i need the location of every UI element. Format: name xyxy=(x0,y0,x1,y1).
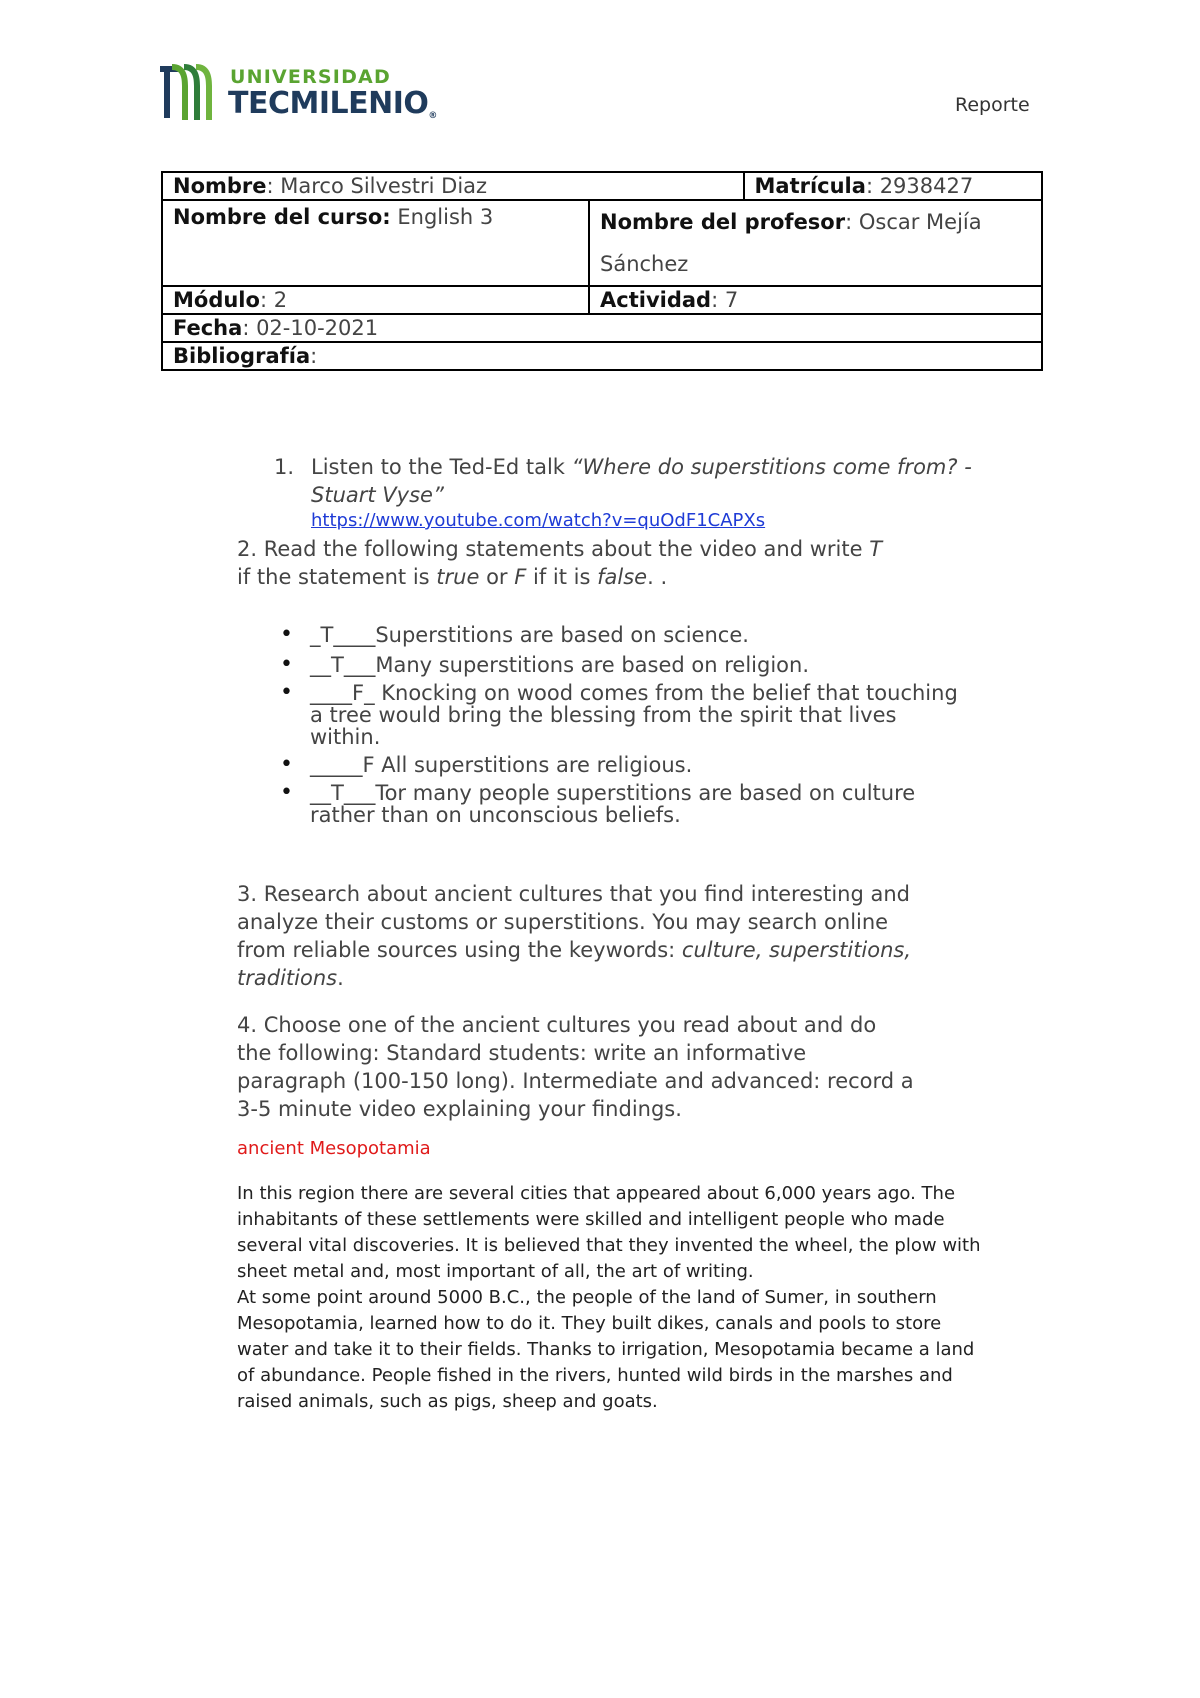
report-label: Reporte xyxy=(955,94,1030,116)
item3-text xyxy=(237,880,937,992)
profesor-label: Nombre del profesor xyxy=(600,210,846,234)
answer-title: ancient Mesopotamia xyxy=(237,1138,431,1159)
item3-end: . xyxy=(337,966,344,990)
registered-mark: ® xyxy=(428,111,437,121)
cell-bibliografia xyxy=(162,342,1042,370)
table-row xyxy=(162,286,1042,314)
actividad-value: : 7 xyxy=(711,288,739,312)
item3-number: 3. xyxy=(237,882,258,906)
list-item: • _T____Superstitions are based on science. xyxy=(280,624,960,646)
cell-profesor xyxy=(589,200,1042,286)
table-row xyxy=(162,342,1042,370)
modulo-value: : 2 xyxy=(259,288,288,312)
item4-number: 4. xyxy=(237,1013,258,1037)
profesor-value: : Oscar Mejía Sánchez xyxy=(600,210,982,276)
item1-title: “Where do superstitions come from? - Stuart Vyse” xyxy=(311,455,972,507)
item4-body: Choose one of the ancient cultures you read about and do the following: Standard students: write an informative paragraph (100-150 long). Intermediate and advanced: record a 3-5 minute video explaining your findings. xyxy=(237,1013,914,1121)
item2-number: 2. xyxy=(237,537,258,561)
item2-line2d: . . xyxy=(647,565,668,589)
item2-line1: Read the following statements about the video and write xyxy=(257,537,870,561)
fecha-value: : 02-10-2021 xyxy=(242,316,379,340)
item1-intro: Listen to the Ted-Ed talk xyxy=(311,455,572,479)
cell-curso xyxy=(162,200,589,286)
tecmilenio-emblem-icon xyxy=(158,62,222,124)
answer-paragraph xyxy=(237,1181,997,1415)
curso-label: Nombre del curso: xyxy=(173,205,391,229)
item2-text xyxy=(237,535,977,591)
curso-value: English 3 xyxy=(390,205,494,229)
table-row xyxy=(162,200,1042,286)
statements-list xyxy=(280,624,960,832)
list-item: • __T___Tor many people superstitions are based on culture rather than on unconscious beliefs. xyxy=(280,782,960,826)
modulo-label: Módulo xyxy=(173,288,260,312)
university-logo xyxy=(158,62,458,126)
logo-wordmark: TECMILENIO xyxy=(228,86,429,121)
item2-line2b: or xyxy=(479,565,515,589)
video-link[interactable]: https://www.youtube.com/watch?v=quOdF1CAPXs xyxy=(311,510,766,531)
item1-number: 1. xyxy=(274,455,295,479)
item2-line2c: if it is xyxy=(526,565,598,589)
item2-false: false xyxy=(597,565,648,589)
cell-matricula xyxy=(744,172,1043,200)
item3-keywords: culture, superstitions, traditions xyxy=(237,938,912,990)
cell-nombre xyxy=(162,172,744,200)
bibliografia-label: Bibliografía xyxy=(173,344,311,368)
table-row xyxy=(162,172,1042,200)
list-item: • _____F All superstitions are religious. xyxy=(280,754,960,776)
student-info-table xyxy=(161,171,1043,371)
item4-text xyxy=(237,1011,917,1123)
item2-t: T xyxy=(869,537,883,561)
item2-true: true xyxy=(436,565,480,589)
list-item: • __T___Many superstitions are based on religion. xyxy=(280,654,960,676)
matricula-value: : 2938427 xyxy=(865,174,974,198)
item2-line2a: if the statement is xyxy=(237,565,437,589)
nombre-value: : Marco Silvestri Diaz xyxy=(266,174,488,198)
matricula-label: Matrícula xyxy=(754,174,866,198)
logo-text-tecmilenio xyxy=(228,86,437,121)
answer-paragraph-1: In this region there are several cities that appeared about 6,000 years ago. The inhabitants of these settlements were skilled and intelligent people who made several vital discoveries. It is believed that they invented the wheel, the plow with sheet metal and, most important of all, the art of writing. xyxy=(237,1183,981,1282)
cell-modulo xyxy=(162,286,589,314)
logo-text-universidad: UNIVERSIDAD xyxy=(230,66,391,88)
nombre-label: Nombre xyxy=(173,174,267,198)
table-row xyxy=(162,314,1042,342)
cell-actividad xyxy=(589,286,1042,314)
answer-paragraph-2: At some point around 5000 B.C., the people of the land of Sumer, in southern Mesopotamia, learned how to do it. They built dikes, canals and pools to store water and take it to their fields. Thanks to irrigation, Mesopotamia became a land of abundance. People fished in the rivers, hunted wild birds in the marshes and raised animals, such as pigs, sheep and goats. xyxy=(237,1287,975,1412)
cell-fecha xyxy=(162,314,1042,342)
list-item: • ____F_ Knocking on wood comes from the belief that touching a tree would bring the blessing from the spirit that lives within. xyxy=(280,682,960,748)
fecha-label: Fecha xyxy=(173,316,243,340)
item1-text xyxy=(311,453,1011,509)
item2-f: F xyxy=(514,565,527,589)
bibliografia-value: : xyxy=(310,344,318,368)
item3-body: Research about ancient cultures that you find interesting and analyze their customs or superstitions. You may search online from reliable sources using the keywords: xyxy=(237,882,910,962)
actividad-label: Actividad xyxy=(600,288,712,312)
